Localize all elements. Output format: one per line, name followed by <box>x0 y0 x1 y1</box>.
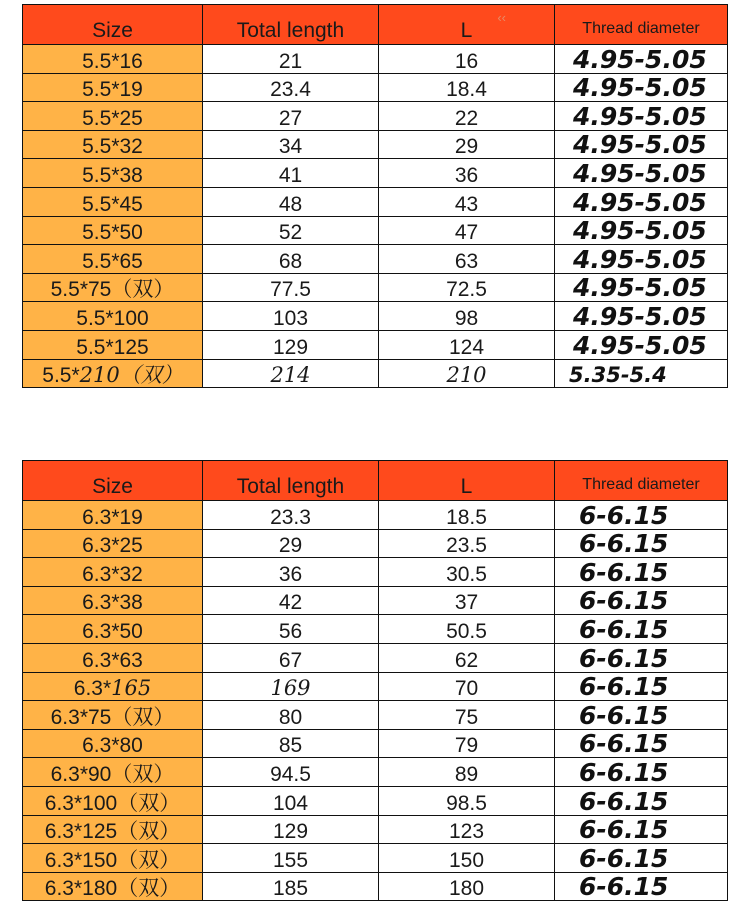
l-cell: 63 <box>379 245 555 274</box>
spec-table-5-5 <box>22 4 728 388</box>
size-cell: 6.3*63 <box>23 643 203 672</box>
l-cell: 98 <box>379 302 555 331</box>
thread-diameter-cell: 6-6.15 <box>555 815 728 844</box>
thread-diameter-cell: 6-6.15 <box>555 501 728 530</box>
table-row <box>23 330 728 359</box>
l-cell: 16 <box>379 45 555 74</box>
size-suffix: 165 <box>111 676 152 701</box>
header-size: Size <box>23 5 203 45</box>
thread-diameter-cell: 6-6.15 <box>555 872 728 901</box>
thread-diameter-cell: 6-6.15 <box>555 643 728 672</box>
size-cell: 6.3*50 <box>23 615 203 644</box>
l-cell: 43 <box>379 187 555 216</box>
table-row <box>23 159 728 188</box>
total-length-cell: 214 <box>203 359 379 388</box>
l-cell: 18.4 <box>379 73 555 102</box>
size-cell: 5.5*100 <box>23 302 203 331</box>
total-length-cell: 94.5 <box>203 758 379 787</box>
total-length-cell: 67 <box>203 643 379 672</box>
total-length-cell: 48 <box>203 187 379 216</box>
table-row <box>23 701 728 730</box>
total-length-cell: 34 <box>203 130 379 159</box>
size-cell: 5.5*75（双） <box>23 273 203 302</box>
header-total-length: Total length <box>203 5 379 45</box>
thread-diameter-cell: 4.95-5.05 <box>555 102 728 131</box>
table-row <box>23 672 728 701</box>
size-prefix: 5.5* <box>42 364 80 388</box>
thread-diameter-cell: 6-6.15 <box>555 558 728 587</box>
l-cell: 79 <box>379 729 555 758</box>
total-length-cell: 104 <box>203 786 379 815</box>
size-cell: 5.5*25 <box>23 102 203 131</box>
table-row <box>23 187 728 216</box>
table-row <box>23 844 728 873</box>
total-length-cell: 21 <box>203 45 379 74</box>
thread-diameter-cell: 6-6.15 <box>555 786 728 815</box>
l-cell: 23.5 <box>379 529 555 558</box>
l-cell: 75 <box>379 701 555 730</box>
table-row <box>23 245 728 274</box>
l-cell: 47 <box>379 216 555 245</box>
size-cell: 5.5*16 <box>23 45 203 74</box>
header-l-label: L <box>460 19 473 42</box>
total-length-cell: 185 <box>203 872 379 901</box>
size-cell: 6.3*125（双） <box>23 815 203 844</box>
header-row <box>23 5 728 45</box>
total-length-cell: 41 <box>203 159 379 188</box>
table-row <box>23 586 728 615</box>
size-cell: 6.3*150（双） <box>23 844 203 873</box>
table-row <box>23 872 728 901</box>
table-row <box>23 73 728 102</box>
size-cell: 5.5*32 <box>23 130 203 159</box>
total-length-cell: 85 <box>203 729 379 758</box>
size-cell: 6.3*19 <box>23 501 203 530</box>
l-cell: 89 <box>379 758 555 787</box>
l-cell: 18.5 <box>379 501 555 530</box>
size-cell: 6.3*80 <box>23 729 203 758</box>
thread-diameter-cell: 4.95-5.05 <box>555 73 728 102</box>
thread-diameter-cell: 4.95-5.05 <box>555 159 728 188</box>
table-row <box>23 729 728 758</box>
size-cell <box>23 672 203 701</box>
l-cell: 123 <box>379 815 555 844</box>
thread-diameter-cell: 6-6.15 <box>555 729 728 758</box>
size-cell <box>23 359 203 388</box>
l-cell: 98.5 <box>379 786 555 815</box>
thread-diameter-cell: 4.95-5.05 <box>555 302 728 331</box>
total-length-cell: 29 <box>203 529 379 558</box>
header-total-length: Total length <box>203 461 379 501</box>
l-cell: 62 <box>379 643 555 672</box>
size-cell: 6.3*32 <box>23 558 203 587</box>
size-cell: 5.5*125 <box>23 330 203 359</box>
total-length-cell: 129 <box>203 330 379 359</box>
table-row <box>23 529 728 558</box>
l-cell: 210 <box>379 359 555 388</box>
l-cell: 150 <box>379 844 555 873</box>
table-row <box>23 786 728 815</box>
table-row <box>23 273 728 302</box>
thread-diameter-cell: 5.35-5.4 <box>555 359 728 388</box>
l-cell: 70 <box>379 672 555 701</box>
total-length-cell: 23.4 <box>203 73 379 102</box>
header-l <box>379 5 555 45</box>
l-cell: 50.5 <box>379 615 555 644</box>
total-length-cell: 52 <box>203 216 379 245</box>
table-row <box>23 216 728 245</box>
total-length-cell: 77.5 <box>203 273 379 302</box>
thread-diameter-cell: 6-6.15 <box>555 615 728 644</box>
header-thread-diameter: Thread diameter <box>555 461 728 501</box>
thread-diameter-cell: 6-6.15 <box>555 701 728 730</box>
thread-diameter-cell: 6-6.15 <box>555 672 728 701</box>
table-row <box>23 501 728 530</box>
size-cell: 5.5*45 <box>23 187 203 216</box>
table-row <box>23 815 728 844</box>
table-row <box>23 615 728 644</box>
table-row <box>23 758 728 787</box>
l-cell: 22 <box>379 102 555 131</box>
spec-table-6-3 <box>22 460 728 901</box>
size-cell: 6.3*100（双） <box>23 786 203 815</box>
l-cell: 124 <box>379 330 555 359</box>
header-thread-diameter: Thread diameter <box>555 5 728 45</box>
total-length-cell: 27 <box>203 102 379 131</box>
total-length-cell: 103 <box>203 302 379 331</box>
l-cell: 30.5 <box>379 558 555 587</box>
size-cell: 5.5*65 <box>23 245 203 274</box>
thread-diameter-cell: 6-6.15 <box>555 844 728 873</box>
total-length-cell: 23.3 <box>203 501 379 530</box>
table-row <box>23 130 728 159</box>
total-length-cell: 56 <box>203 615 379 644</box>
total-length-cell: 42 <box>203 586 379 615</box>
size-prefix: 6.3* <box>73 677 112 701</box>
l-cell: 180 <box>379 872 555 901</box>
header-row <box>23 461 728 501</box>
size-cell: 6.3*38 <box>23 586 203 615</box>
l-cell: 29 <box>379 130 555 159</box>
thread-diameter-cell: 4.95-5.05 <box>555 187 728 216</box>
thread-diameter-cell: 4.95-5.05 <box>555 130 728 159</box>
header-size: Size <box>23 461 203 501</box>
total-length-cell: 80 <box>203 701 379 730</box>
table-row <box>23 359 728 388</box>
thread-diameter-cell: 6-6.15 <box>555 758 728 787</box>
total-length-cell: 36 <box>203 558 379 587</box>
table-row <box>23 45 728 74</box>
header-l: L <box>379 461 555 501</box>
table-row <box>23 302 728 331</box>
thread-diameter-cell: 4.95-5.05 <box>555 273 728 302</box>
thread-diameter-cell: 6-6.15 <box>555 529 728 558</box>
size-cell: 6.3*180（双） <box>23 872 203 901</box>
l-cell: 72.5 <box>379 273 555 302</box>
watermark-mark: ‹‹ <box>497 10 506 25</box>
size-suffix: 210（双） <box>79 363 183 388</box>
thread-diameter-cell: 4.95-5.05 <box>555 216 728 245</box>
l-cell: 37 <box>379 586 555 615</box>
thread-diameter-cell: 6-6.15 <box>555 586 728 615</box>
thread-diameter-cell: 4.95-5.05 <box>555 45 728 74</box>
size-cell: 6.3*90（双） <box>23 758 203 787</box>
total-length-cell: 129 <box>203 815 379 844</box>
table-row <box>23 558 728 587</box>
size-cell: 5.5*38 <box>23 159 203 188</box>
total-length-cell: 169 <box>203 672 379 701</box>
l-cell: 36 <box>379 159 555 188</box>
thread-diameter-cell: 4.95-5.05 <box>555 245 728 274</box>
total-length-cell: 155 <box>203 844 379 873</box>
thread-diameter-cell: 4.95-5.05 <box>555 330 728 359</box>
total-length-cell: 68 <box>203 245 379 274</box>
table-row <box>23 102 728 131</box>
size-cell: 6.3*75（双） <box>23 701 203 730</box>
size-cell: 6.3*25 <box>23 529 203 558</box>
size-cell: 5.5*19 <box>23 73 203 102</box>
table-row <box>23 643 728 672</box>
size-cell: 5.5*50 <box>23 216 203 245</box>
